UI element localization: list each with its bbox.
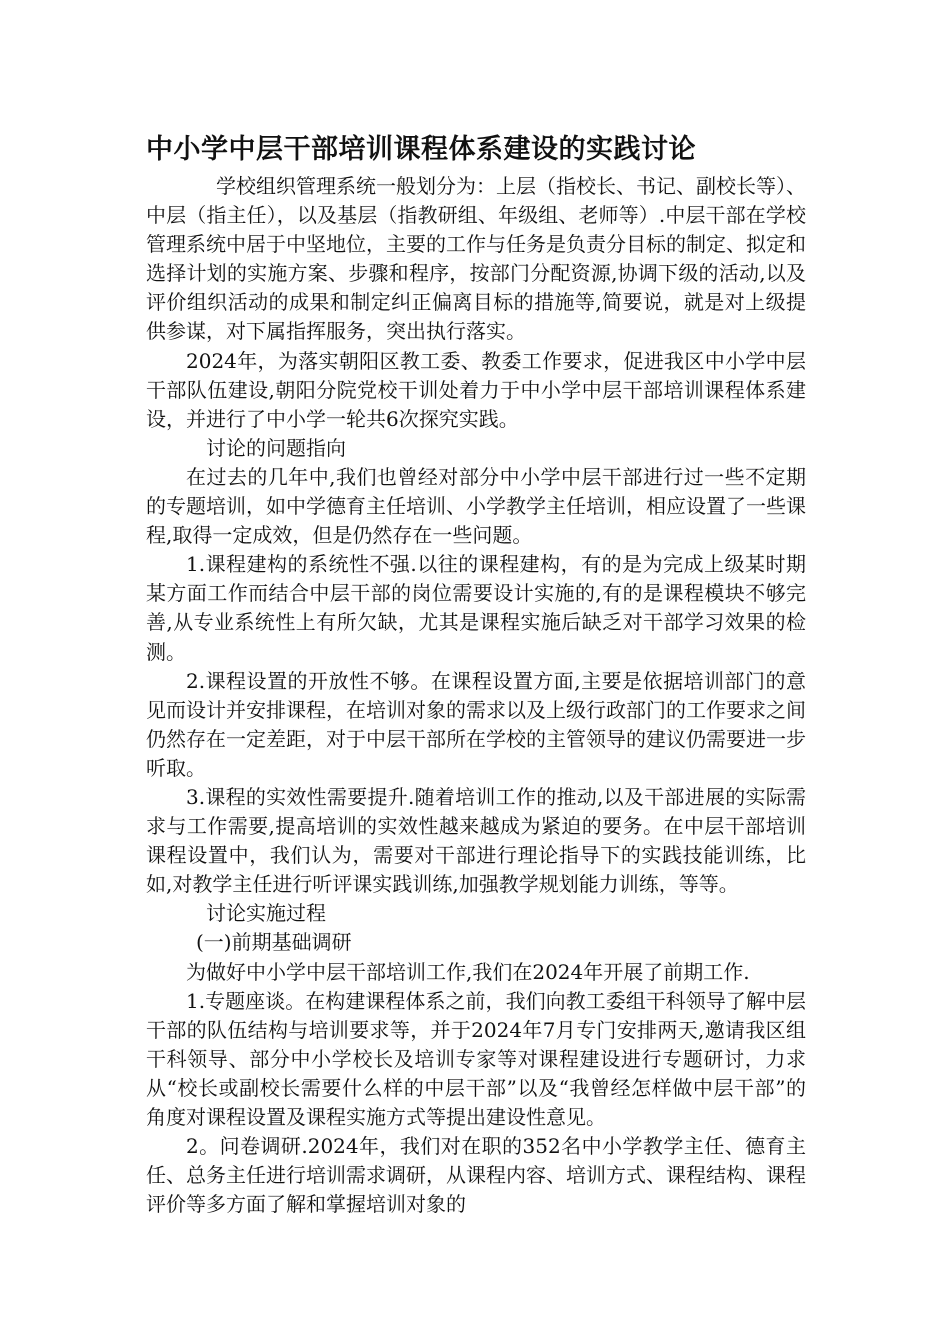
subsection-heading: (一)前期基础调研 xyxy=(196,930,352,955)
paragraph: 在过去的几年中,我们也曾经对部分中小学中层干部进行过一些不定期的专题培训，如中学德育主任培训、小学教学主任培训，相应设置了一些课程,取得一定成效，但是仍然存在一些问题。 xyxy=(146,464,806,548)
paragraph: 2。问卷调研.2024年，我们对在职的352名中小学教学主任、德育主任、总务主任进行培训需求调研，从课程内容、培训方式、课程结构、课程评价等多方面了解和掌握培训对象的 xyxy=(146,1134,806,1217)
section-heading: 讨论的问题指向 xyxy=(206,435,346,460)
paragraph: 2.课程设置的开放性不够。在课程设置方面,主要是依据培训部门的意见而设计并安排课程，在培训对象的需求以及上级行政部门的工作要求之间仍然存在一定差距，对于中层干部所在学校的主管领导的建议仍需要进一步听取。 xyxy=(146,668,806,780)
paragraph: 1.课程建构的系统性不强.以往的课程建构，有的是为完成上级某时期某方面工作而结合中层干部的岗位需要设计实施的,有的是课程模块不够完善,从专业系统性上有所欠缺，尤其是课程实施后缺乏对干部学习效果的检测。 xyxy=(146,552,806,664)
paragraph: 3.课程的实效性需要提升.随着培训工作的推动,以及干部进展的实际需求与工作需要,提高培训的实效性越来越成为紧迫的要务。在中层干部培训课程设置中，我们认为，需要对干部进行理论指导下的实践技能训练，比如,对教学主任进行听评课实践训练,加强教学规划能力训练，等等。 xyxy=(146,784,806,897)
section-heading: 讨论实施过程 xyxy=(206,901,326,926)
paragraph: 为做好中小学中层干部培训工作,我们在2024年开展了前期工作. xyxy=(186,959,750,984)
paragraph: 1.专题座谈。在构建课程体系之前，我们向教工委组干科领导了解中层干部的队伍结构与培训要求等，并于2024年7月专门安排两天,邀请我区组干科领导、部分中小学校长及培训专家等对课程建设进行专题研讨，力求从“校长或副校长需要什么样的中层干部”以及“我曾经怎样做中层干部”的角度对课程设置及课程实施方式等提出建设性意见。 xyxy=(146,988,806,1129)
document-title: 中小学中层干部培训课程体系建设的实践讨论 xyxy=(146,134,696,165)
document-body xyxy=(146,128,806,1219)
paragraph: 2024年，为落实朝阳区教工委、教委工作要求，促进我区中小学中层干部队伍建设,朝阳分院党校干训处着力于中小学中层干部培训课程体系建设，并进行了中小学一轮共6次探究实践。 xyxy=(146,348,806,431)
paragraph: 学校组织管理系统一般划分为：上层（指校长、书记、副校长等）、中层（指主任），以及基层（指教研组、年级组、老师等）.中层干部在学校管理系统中居于中坚地位，主要的工作与任务是负责分目标的制定、拟定和选择计划的实施方案、步骤和程序，按部门分配资源,协调下级的活动,以及评价组织活动的成果和制定纠正偏离目标的措施等,简要说，就是对上级提供参谋，对下属指挥服务，突出执行落实。 xyxy=(146,174,806,344)
